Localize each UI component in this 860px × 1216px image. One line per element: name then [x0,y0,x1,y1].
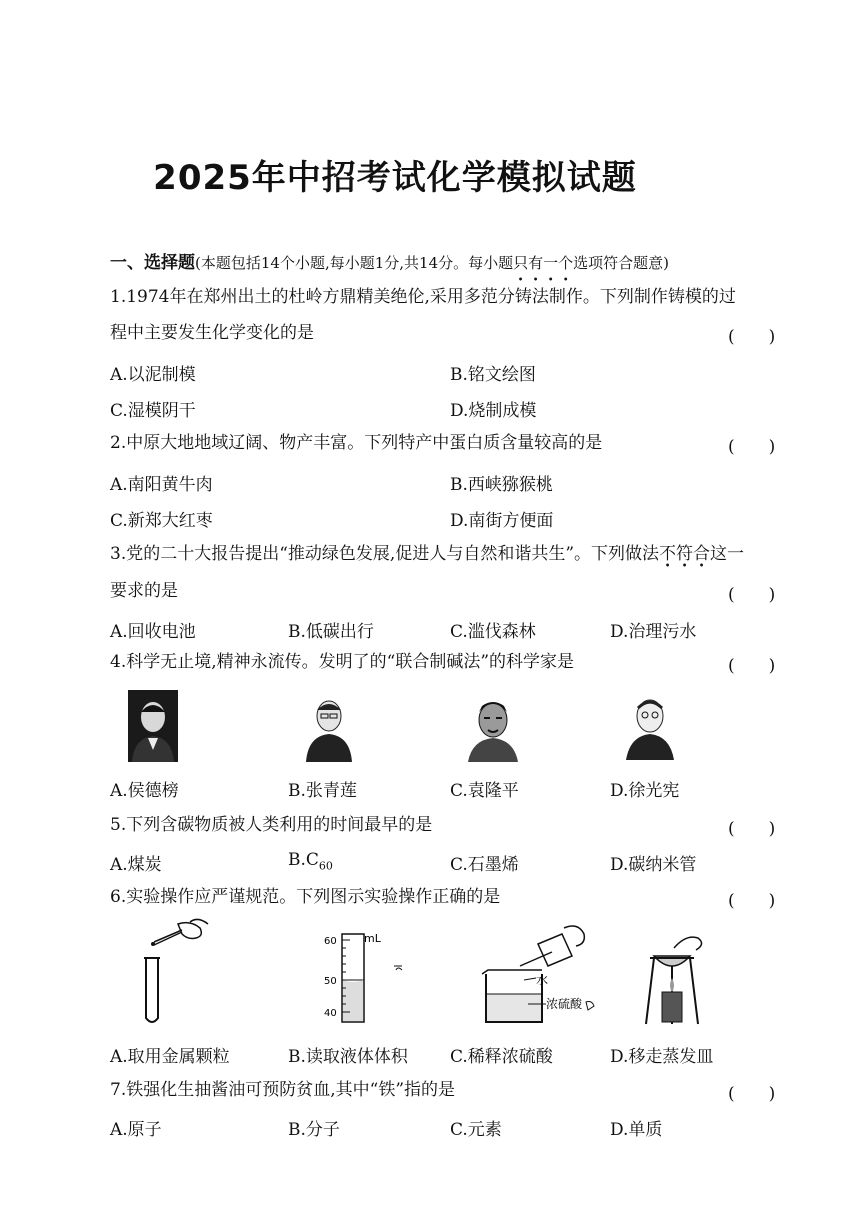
q7-option-c[interactable]: C.元素 [450,1120,502,1140]
q4-option-a[interactable]: A.侯德榜 [110,781,179,801]
q7-option-a[interactable]: A.原子 [110,1120,162,1140]
q7-option-b[interactable]: B.分子 [288,1120,340,1140]
answer-blank-3[interactable]: ( ) [728,585,776,605]
q2-option-d[interactable]: D.南街方便面 [450,511,554,531]
answer-blank-5[interactable]: ( ) [728,819,776,839]
question-4: 4.科学无止境,精神永流传。发明了的“联合制碱法”的科学家是 [110,652,575,672]
emphasis-char: 有 [528,254,544,272]
answer-blank-7[interactable]: ( ) [728,1084,776,1104]
q5-option-a[interactable]: A.煤炭 [110,855,162,875]
answer-blank-2[interactable]: ( ) [728,437,776,457]
q1-option-a[interactable]: A.以泥制模 [110,365,196,385]
question-5: 5.下列含碳物质被人类利用的时间最早的是 [110,815,433,835]
acid-label: 浓硫酸 [546,997,583,1011]
tick-50: 50 [324,976,337,987]
question-1-line1: 1.1974年在郑州出土的杜岭方鼎精美绝伦,采用多范分铸法制作。下列制作铸模的过 [110,287,736,307]
q6-option-d[interactable]: D.移走蒸发皿 [610,1047,714,1067]
q3-option-a[interactable]: A.回收电池 [110,622,196,642]
portrait-a-image [128,690,178,762]
drop-icon [586,1002,594,1011]
emphasis-char: 只 [513,254,529,272]
page-title: 2025年中招考试化学模拟试题 [153,158,637,198]
q3-option-d[interactable]: D.治理污水 [610,622,697,642]
q4-option-b[interactable]: B.张青莲 [288,781,357,801]
test-tube-tweezers-figure [138,918,210,1028]
evaporating-dish-figure [640,930,710,1030]
q4-option-c[interactable]: C.袁隆平 [450,781,519,801]
water-label: 水 [536,973,549,987]
q2-option-a[interactable]: A.南阳黄牛肉 [110,475,213,495]
eye-icon [394,966,402,970]
q5-option-b[interactable] [288,850,333,872]
q1-option-b[interactable]: B.铭文绘图 [450,365,536,385]
graduated-cylinder-figure [318,930,408,1026]
tick-40: 40 [324,1008,337,1019]
section-note-pre: (本题包括14个小题,每小题1分,共14分。每小题 [195,254,514,272]
question-6: 6.实验操作应严谨规范。下列图示实验操作正确的是 [110,887,501,907]
q6-option-a[interactable]: A.取用金属颗粒 [110,1047,230,1067]
q1-option-d[interactable]: D.烧制成模 [450,401,537,421]
q3-option-b[interactable]: B.低碳出行 [288,622,374,642]
q6-option-c[interactable]: C.稀释浓硫酸 [450,1047,553,1067]
question-3-line2: 要求的是 [110,581,178,601]
unit-ml-label: mL [364,932,381,945]
emphasis-char: 符 [676,544,694,564]
portrait-d-image [624,690,676,760]
q2-option-b[interactable]: B.西峡猕猴桃 [450,475,553,495]
q4-option-d[interactable]: D.徐光宪 [610,781,680,801]
question-7: 7.铁强化生抽酱油可预防贫血,其中“铁”指的是 [110,1080,456,1100]
q1-option-c[interactable]: C.湿模阴干 [110,401,196,421]
answer-blank-4[interactable]: ( ) [728,656,776,676]
section-title: 一、选择题 [110,253,195,273]
q6-option-b[interactable]: B.读取液体体积 [288,1047,408,1067]
question-2: 2.中原大地地域辽阔、物产丰富。下列特产中蛋白质含量较高的是 [110,433,603,453]
emphasis-char: 合 [693,544,711,564]
q7-option-d[interactable]: D.单质 [610,1120,663,1140]
question-3-line1 [110,543,744,565]
section-heading [110,248,669,273]
emphasis-char: 一 [543,254,559,272]
q3-option-c[interactable]: C.滥伐森林 [450,622,536,642]
q5-option-d[interactable]: D.碳纳米管 [610,855,697,875]
dilute-acid-figure [478,918,598,1028]
emphasis-char: 个 [558,254,574,272]
tick-60: 60 [324,936,337,947]
section-note-post: 选项符合题意) [573,254,670,272]
answer-blank-1[interactable]: ( ) [728,327,776,347]
q3-text-post: 这一 [710,544,745,564]
portrait-b-image [302,692,356,762]
q5-option-c[interactable]: C.石墨烯 [450,855,519,875]
emphasis-char: 不 [659,544,677,564]
q2-option-c[interactable]: C.新郑大红枣 [110,511,213,531]
portrait-c-image [464,692,522,762]
answer-blank-6[interactable]: ( ) [728,891,776,911]
q5-option-b-text: B.C [288,850,319,870]
question-1-line2: 程中主要发生化学变化的是 [110,323,314,343]
q3-text-pre: 3.党的二十大报告提出“推动绿色发展,促进人与自然和谐共生”。下列做法 [110,544,660,564]
q5-option-b-subscript: 60 [318,859,333,873]
